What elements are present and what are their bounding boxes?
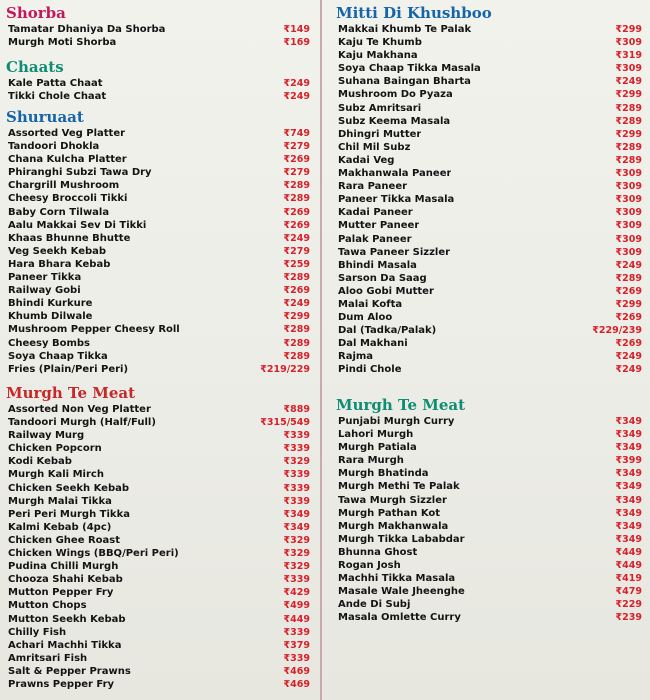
item-price: ₹349	[615, 481, 642, 493]
menu-item	[0, 363, 316, 376]
item-name: Kadai Paneer	[338, 207, 413, 219]
item-price: ₹349	[283, 521, 310, 533]
item-price: ₹349	[615, 533, 642, 545]
menu-item	[0, 297, 316, 310]
item-price: ₹349	[615, 494, 642, 506]
item-price: ₹329	[283, 561, 310, 573]
item-price: ₹269	[283, 206, 310, 218]
item-price: ₹259	[283, 258, 310, 270]
item-price: ₹309	[615, 233, 642, 245]
item-price: ₹289	[283, 272, 310, 284]
section-murgh-te-meat	[330, 396, 648, 625]
item-name: Chicken Wings (BBQ/Peri Peri)	[8, 548, 179, 560]
item-price: ₹269	[615, 312, 642, 324]
item-price: ₹289	[615, 102, 642, 114]
menu-item	[330, 480, 648, 493]
menu-item	[330, 272, 648, 285]
menu-item	[0, 455, 316, 468]
menu-item	[330, 494, 648, 507]
item-name: Soya Chaap Tikka	[8, 350, 108, 362]
item-name: Bhindi Kurkure	[8, 298, 93, 310]
item-name: Murgh Pathan Kot	[338, 507, 441, 519]
item-price: ₹349	[615, 507, 642, 519]
item-price: ₹309	[615, 37, 642, 49]
item-price: ₹309	[615, 181, 642, 193]
menu-item	[0, 192, 316, 205]
item-name: Salt & Pepper Prawns	[8, 665, 131, 677]
item-name: Murgh Methi Te Palak	[338, 481, 460, 493]
item-price: ₹289	[615, 272, 642, 284]
item-name: Peri Peri Murgh Tikka	[8, 508, 130, 520]
menu-item	[0, 482, 316, 495]
item-name: Subz Amritsari	[338, 102, 422, 114]
menu-item	[0, 77, 316, 90]
item-name: Baby Corn Tilwala	[8, 206, 110, 218]
item-price: ₹239	[615, 612, 642, 624]
menu-item	[330, 324, 648, 337]
item-price: ₹289	[283, 193, 310, 205]
menu-item	[330, 62, 648, 75]
item-name: Dal (Tadka/Palak)	[338, 325, 437, 337]
item-name: Chicken Ghee Roast	[8, 534, 121, 546]
item-price: ₹889	[283, 404, 310, 415]
item-name: Mutter Paneer	[338, 220, 420, 232]
item-price: ₹309	[615, 220, 642, 232]
menu-item	[330, 193, 648, 206]
item-price: ₹269	[615, 285, 642, 297]
item-name: Khaas Bhunne Bhutte	[8, 232, 131, 244]
menu-item	[330, 102, 648, 115]
item-price: ₹469	[283, 665, 310, 677]
item-price: ₹329	[283, 548, 310, 560]
item-name: Railway Murg	[8, 430, 85, 442]
item-name: Assorted Non Veg Platter	[8, 404, 151, 415]
menu-item	[330, 572, 648, 585]
item-price: ₹379	[283, 639, 310, 651]
item-name: Khumb Dilwale	[8, 311, 93, 323]
item-price: ₹269	[283, 154, 310, 166]
menu-item	[330, 285, 648, 298]
item-price: ₹309	[615, 194, 642, 206]
item-name: Murgh Tikka Lababdar	[338, 533, 465, 545]
item-name: Dal Makhani	[338, 338, 408, 350]
menu-item	[0, 416, 316, 429]
item-price: ₹449	[283, 613, 310, 625]
menu-item	[0, 678, 316, 691]
item-price: ₹299	[615, 128, 642, 140]
item-price: ₹339	[283, 574, 310, 586]
menu-item	[0, 652, 316, 665]
item-name: Paneer Tikka Masala	[338, 194, 455, 206]
item-price: ₹339	[283, 626, 310, 638]
item-name: Chana Kulcha Platter	[8, 154, 127, 166]
item-name: Assorted Veg Platter	[8, 128, 126, 139]
item-price: ₹299	[615, 24, 642, 35]
item-name: Makkai Khumb Te Palak	[338, 24, 472, 35]
menu-item	[0, 639, 316, 652]
item-price: ₹249	[283, 78, 310, 89]
item-name: Tandoori Dhokla	[8, 141, 100, 153]
item-name: Rajma	[338, 351, 374, 363]
item-price: ₹289	[615, 141, 642, 153]
item-name: Pudina Chilli Murgh	[8, 561, 119, 573]
item-price: ₹399	[615, 455, 642, 467]
item-price: ₹349	[283, 508, 310, 520]
menu-item	[0, 166, 316, 179]
item-price: ₹309	[615, 246, 642, 258]
item-price: ₹349	[615, 520, 642, 532]
item-name: Murgh Bhatinda	[338, 468, 429, 480]
item-name: Kaju Makhana	[338, 50, 418, 62]
item-name: Lahori Murgh	[338, 429, 414, 441]
item-name: Mushroom Pepper Cheesy Roll	[8, 324, 180, 336]
item-name: Sarson Da Saag	[338, 272, 427, 284]
item-name: Mutton Seekh Kebab	[8, 613, 126, 625]
menu-item	[0, 573, 316, 586]
menu-item	[330, 49, 648, 62]
section-title: Murgh Te Meat	[336, 396, 466, 414]
menu-item	[330, 454, 648, 467]
menu-item	[0, 521, 316, 534]
item-price: ₹319	[615, 50, 642, 62]
item-name: Bhunna Ghost	[338, 546, 418, 558]
item-name: Mushroom Do Pyaza	[338, 89, 453, 101]
item-name: Aloo Gobi Mutter	[338, 285, 434, 297]
section-mitti-di-khushboo	[330, 4, 648, 377]
menu-item	[330, 259, 648, 272]
item-price: ₹329	[283, 456, 310, 468]
menu-item	[0, 613, 316, 626]
item-price: ₹339	[283, 652, 310, 664]
menu-item	[330, 337, 648, 350]
menu-item	[330, 154, 648, 167]
item-name: Tawa Paneer Sizzler	[338, 246, 451, 258]
item-name: Ande Di Subj	[338, 599, 411, 611]
section-title: Shuruaat	[6, 108, 84, 126]
item-price: ₹429	[283, 587, 310, 599]
menu-item	[330, 428, 648, 441]
item-name: Tikki Chole Chaat	[8, 91, 107, 103]
item-name: Rara Murgh	[338, 455, 404, 467]
item-price: ₹289	[615, 154, 642, 166]
item-name: Tawa Murgh Sizzler	[338, 494, 447, 506]
menu-item	[0, 547, 316, 560]
menu-item	[330, 128, 648, 141]
item-price: ₹269	[283, 219, 310, 231]
item-price: ₹289	[283, 337, 310, 349]
item-price: ₹419	[615, 573, 642, 585]
item-name: Cheesy Bombs	[8, 337, 90, 349]
item-name: Murgh Kali Mirch	[8, 469, 104, 481]
menu-item	[0, 127, 316, 140]
menu-item	[330, 598, 648, 611]
item-price: ₹469	[283, 678, 310, 690]
item-price: ₹279	[283, 167, 310, 179]
item-name: Dhingri Mutter	[338, 128, 422, 140]
menu-item	[330, 180, 648, 193]
item-price: ₹279	[283, 141, 310, 153]
item-name: Railway Gobi	[8, 285, 81, 297]
item-price: ₹749	[283, 128, 310, 139]
item-name: Chilly Fish	[8, 626, 67, 638]
item-price: ₹339	[283, 430, 310, 442]
item-price: ₹479	[615, 586, 642, 598]
menu-item	[0, 90, 316, 103]
item-name: Murgh Malai Tikka	[8, 495, 112, 507]
item-name: Makhanwala Paneer	[338, 168, 452, 180]
item-price: ₹289	[283, 350, 310, 362]
item-name: Phiranghi Subzi Tawa Dry	[8, 167, 152, 179]
menu-item	[0, 219, 316, 232]
item-name: Pindi Chole	[338, 364, 402, 376]
item-name: Chooza Shahi Kebab	[8, 574, 123, 586]
item-price: ₹289	[283, 324, 310, 336]
menu-item	[0, 36, 316, 49]
menu-item	[0, 442, 316, 455]
item-name: Kodi Kebab	[8, 456, 72, 468]
menu-item	[330, 533, 648, 546]
item-price: ₹339	[283, 469, 310, 481]
item-price: ₹249	[615, 76, 642, 88]
item-price: ₹349	[615, 468, 642, 480]
menu-item	[0, 153, 316, 166]
section-shorba	[0, 4, 316, 49]
item-price: ₹339	[283, 482, 310, 494]
item-price: ₹219/229	[260, 363, 310, 375]
item-name: Palak Paneer	[338, 233, 412, 245]
menu-item	[330, 246, 648, 259]
item-name: Masala Omlette Curry	[338, 612, 461, 624]
item-price: ₹329	[283, 534, 310, 546]
item-price: ₹339	[283, 495, 310, 507]
item-name: Chil Mil Subz	[338, 141, 411, 153]
menu-item	[330, 167, 648, 180]
item-name: Paneer Tikka	[8, 272, 82, 284]
item-name: Tandoori Murgh (Half/Full)	[8, 417, 156, 429]
item-name: Chicken Seekh Kebab	[8, 482, 130, 494]
column-divider	[320, 0, 322, 700]
item-price: ₹249	[615, 259, 642, 271]
item-name: Suhana Baingan Bharta	[338, 76, 471, 88]
menu-item	[330, 507, 648, 520]
menu-item	[330, 141, 648, 154]
menu-item	[330, 233, 648, 246]
menu-item	[0, 429, 316, 442]
menu-item	[330, 36, 648, 49]
menu-item	[0, 665, 316, 678]
item-name: Fries (Plain/Peri Peri)	[8, 363, 129, 375]
item-name: Bhindi Masala	[338, 259, 417, 271]
item-name: Aalu Makkai Sev Di Tikki	[8, 219, 147, 231]
menu-item	[0, 232, 316, 245]
section-title: Murgh Te Meat	[6, 384, 136, 402]
item-price: ₹289	[283, 180, 310, 192]
item-name: Subz Keema Masala	[338, 115, 451, 127]
item-name: Achari Machhi Tikka	[8, 639, 122, 651]
item-name: Chicken Popcorn	[8, 443, 102, 455]
item-name: Rara Paneer	[338, 181, 408, 193]
item-price: ₹149	[283, 24, 310, 35]
item-name: Mutton Chops	[8, 600, 87, 612]
section-chaats	[0, 58, 316, 103]
menu-item	[330, 75, 648, 88]
menu-item	[0, 140, 316, 153]
item-price: ₹339	[283, 443, 310, 455]
section-title: Shorba	[6, 4, 66, 22]
menu-item	[0, 323, 316, 336]
menu-item	[330, 88, 648, 101]
menu-item	[0, 206, 316, 219]
section-title: Mitti Di Khushboo	[336, 4, 492, 22]
section-murgh-te-meat	[0, 384, 316, 691]
menu-item	[0, 310, 316, 323]
item-price: ₹269	[283, 285, 310, 297]
menu-item	[0, 284, 316, 297]
menu-item	[0, 271, 316, 284]
menu-item	[0, 179, 316, 192]
item-price: ₹299	[615, 298, 642, 310]
item-name: Tamatar Dhaniya Da Shorba	[8, 24, 166, 35]
item-price: ₹309	[615, 63, 642, 75]
menu-item	[0, 586, 316, 599]
item-name: Chargrill Mushroom	[8, 180, 120, 192]
item-name: Prawns Pepper Fry	[8, 678, 115, 690]
menu-item	[330, 311, 648, 324]
item-name: Hara Bhara Kebab	[8, 258, 111, 270]
menu-item	[0, 599, 316, 612]
item-name: Mutton Pepper Fry	[8, 587, 114, 599]
item-price: ₹249	[283, 298, 310, 310]
section-shuruaat	[0, 108, 316, 376]
item-price: ₹249	[615, 364, 642, 376]
item-price: ₹289	[615, 115, 642, 127]
item-price: ₹269	[615, 338, 642, 350]
menu-item	[330, 441, 648, 454]
item-price: ₹279	[283, 245, 310, 257]
menu-item	[0, 350, 316, 363]
item-price: ₹249	[283, 232, 310, 244]
item-price: ₹309	[615, 207, 642, 219]
item-price: ₹349	[615, 416, 642, 427]
menu-item	[0, 560, 316, 573]
menu-item	[330, 350, 648, 363]
menu-item	[0, 258, 316, 271]
menu-item	[0, 508, 316, 521]
menu-item	[330, 298, 648, 311]
item-name: Soya Chaap Tikka Masala	[338, 63, 481, 75]
menu-item	[330, 415, 648, 428]
menu-item	[330, 520, 648, 533]
menu-item	[0, 337, 316, 350]
item-price: ₹349	[615, 429, 642, 441]
menu-item	[0, 534, 316, 547]
item-name: Murgh Makhanwala	[338, 520, 449, 532]
menu-item	[0, 468, 316, 481]
item-price: ₹499	[283, 600, 310, 612]
item-price: ₹169	[283, 37, 310, 49]
item-name: Veg Seekh Kebab	[8, 245, 107, 257]
item-name: Kale Patta Chaat	[8, 78, 103, 89]
menu-item	[330, 363, 648, 376]
menu-item	[330, 219, 648, 232]
item-name: Murgh Moti Shorba	[8, 37, 117, 49]
menu-item	[330, 23, 648, 36]
menu-item	[330, 611, 648, 624]
item-name: Punjabi Murgh Curry	[338, 416, 455, 427]
item-price: ₹449	[615, 546, 642, 558]
menu-item	[330, 467, 648, 480]
item-name: Kaju Te Khumb	[338, 37, 422, 49]
menu-item	[330, 206, 648, 219]
item-price: ₹249	[283, 91, 310, 103]
item-name: Masale Wale Jheenghe	[338, 586, 465, 598]
item-price: ₹249	[615, 351, 642, 363]
item-name: Murgh Patiala	[338, 442, 417, 454]
item-price: ₹449	[615, 560, 642, 572]
item-name: Amritsari Fish	[8, 652, 88, 664]
menu-item	[0, 495, 316, 508]
item-name: Rogan Josh	[338, 560, 401, 572]
item-name: Machhi Tikka Masala	[338, 573, 456, 585]
menu-item	[330, 559, 648, 572]
menu-item	[0, 23, 316, 36]
menu-item	[330, 115, 648, 128]
item-price: ₹299	[615, 89, 642, 101]
item-price: ₹229/239	[592, 325, 642, 337]
menu-item	[330, 585, 648, 598]
section-title: Chaats	[6, 58, 64, 76]
menu-item	[330, 546, 648, 559]
menu-item	[0, 626, 316, 639]
item-price: ₹315/549	[260, 417, 310, 429]
item-price: ₹309	[615, 168, 642, 180]
item-price: ₹299	[283, 311, 310, 323]
item-name: Malai Kofta	[338, 298, 403, 310]
menu-item	[0, 245, 316, 258]
item-name: Kadai Veg	[338, 154, 395, 166]
menu-item	[0, 403, 316, 416]
item-price: ₹229	[615, 599, 642, 611]
item-name: Kalmi Kebab (4pc)	[8, 521, 112, 533]
item-price: ₹349	[615, 442, 642, 454]
item-name: Cheesy Broccoli Tikki	[8, 193, 128, 205]
item-name: Dum Aloo	[338, 312, 393, 324]
